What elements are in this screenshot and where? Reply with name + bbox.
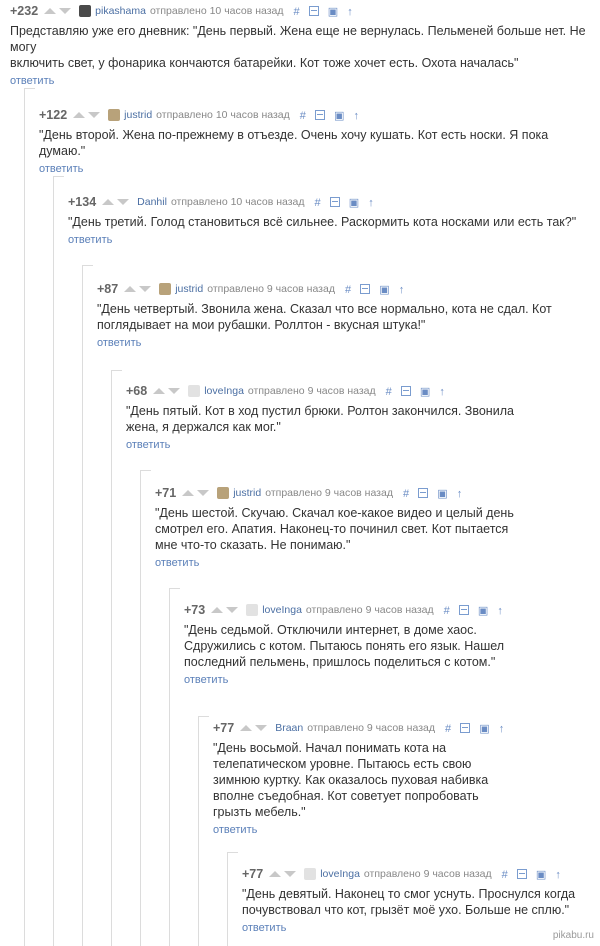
comment-tools (502, 868, 567, 881)
comment-rating: +134 (68, 195, 97, 209)
branch-line (198, 716, 209, 946)
upvote-icon[interactable] (44, 8, 56, 14)
comment-tools (294, 5, 359, 18)
comment-username[interactable]: loveInga (320, 868, 360, 880)
avatar[interactable] (108, 109, 120, 121)
comment-header (184, 601, 595, 619)
comment-username[interactable]: Braan (275, 722, 304, 734)
comment-header (68, 193, 595, 211)
comment (184, 601, 595, 688)
comment-text: "День шестой. Скучаю. Скачал кое-какое видео и целый день смотрел его. Апатия. Наконец-то починил свет. Кот пытается мне что-то сказать. Не понимаю." (155, 506, 514, 552)
parent-arrow-icon[interactable]: ↑ (555, 868, 561, 881)
avatar[interactable] (217, 487, 229, 499)
parent-arrow-icon[interactable]: ↑ (398, 283, 405, 296)
comment-username[interactable]: loveInga (262, 604, 302, 616)
collapse-icon[interactable] (360, 284, 370, 294)
avatar[interactable] (159, 283, 171, 295)
comment-tools (403, 487, 468, 500)
comment-text: "День третий. Голод становиться всё сильнее. Раскормить кота носками или есть так?" (68, 215, 577, 229)
save-icon[interactable]: ▣ (334, 109, 345, 122)
reply-link[interactable]: ответить (155, 557, 200, 569)
comment-tools (386, 385, 451, 398)
collapse-icon[interactable] (459, 605, 469, 615)
permalink-icon[interactable]: # (501, 868, 508, 881)
upvote-icon[interactable] (240, 725, 252, 731)
upvote-icon[interactable] (124, 286, 136, 292)
parent-arrow-icon[interactable]: ↑ (353, 109, 359, 122)
comment-text: Представляю уже его дневник: "День первый. Жена еще не вернулась. Пельменей больше нет. Не могу включить свет, у фонарика кончаются батарейки. Кот тоже хочет есть. Охота началась" (10, 24, 586, 70)
branch-line (169, 588, 180, 946)
comment (68, 193, 595, 248)
comment-rating: +73 (184, 603, 206, 617)
permalink-icon[interactable]: # (299, 109, 306, 122)
comment-timestamp: отправлено 9 часов назад (363, 868, 492, 880)
comment-text: "День второй. Жена по-прежнему в отъезде. Очень хочу кушать. Кот есть носки. Я пока думаю." (39, 128, 549, 158)
collapse-icon[interactable] (330, 197, 340, 207)
comment-timestamp: отправлено 9 часов назад (307, 722, 435, 734)
upvote-icon[interactable] (153, 388, 165, 394)
comment-username[interactable]: pikashama (95, 5, 146, 17)
comment-text: "День седьмой. Отключили интернет, в доме хаос. Сдружились с котом. Пытаюсь понять его язык. Нашел последний пельмень, пришлось поделиться с котом." (184, 623, 505, 669)
comment-header (126, 382, 595, 400)
comment-username[interactable]: justrid (233, 487, 262, 499)
parent-arrow-icon[interactable]: ↑ (498, 722, 505, 735)
reply-link[interactable]: ответить (39, 163, 84, 175)
comment-tools (345, 283, 410, 296)
downvote-icon[interactable] (226, 607, 238, 613)
comment-timestamp: отправлено 10 часов назад (156, 109, 290, 121)
parent-arrow-icon[interactable]: ↑ (497, 604, 503, 617)
branch-line (24, 88, 35, 946)
downvote-icon[interactable] (139, 286, 151, 292)
comment-timestamp: отправлено 9 часов назад (207, 283, 335, 295)
comment (39, 106, 595, 177)
collapse-icon[interactable] (315, 110, 325, 120)
collapse-icon[interactable] (460, 723, 470, 733)
comment-rating: +77 (213, 721, 235, 735)
branch-line (140, 470, 151, 946)
comment-text: "День девятый. Наконец то смог уснуть. Проснулся когда почувствовал что кот, грызёт моё ухо. Больше не сплю." (242, 887, 576, 917)
reply-link[interactable]: ответить (184, 674, 229, 686)
branch-line (53, 176, 64, 946)
save-icon[interactable]: ▣ (419, 385, 431, 398)
collapse-icon[interactable] (517, 869, 527, 879)
upvote-icon[interactable] (211, 607, 223, 613)
branch-line (111, 370, 122, 946)
comment-tools (444, 604, 509, 617)
comment-tools (300, 109, 365, 122)
comment-header (155, 484, 595, 502)
save-icon[interactable]: ▣ (327, 5, 339, 18)
comment-header (39, 106, 595, 124)
comment (242, 865, 595, 936)
comment-tools (315, 196, 380, 209)
save-icon[interactable]: ▣ (379, 283, 390, 296)
parent-arrow-icon[interactable]: ↑ (439, 385, 445, 398)
comment (213, 719, 595, 838)
branch-line (82, 265, 93, 946)
reply-link[interactable]: ответить (242, 922, 287, 934)
comment (10, 2, 595, 89)
permalink-icon[interactable]: # (444, 722, 452, 735)
comment (97, 280, 595, 351)
comment (155, 484, 595, 571)
parent-arrow-icon[interactable]: ↑ (347, 5, 353, 18)
downvote-icon[interactable] (88, 112, 100, 118)
collapse-icon[interactable] (309, 6, 319, 16)
collapse-icon[interactable] (418, 488, 428, 498)
comment-rating: +77 (242, 867, 264, 881)
comment-text: "День четвертый. Звонила жена. Сказал что все нормально, кота не сдал. Кот поглядывает на мои рубашки. Роллтон - вкусная штука!" (97, 302, 552, 332)
reply-link[interactable]: ответить (126, 439, 171, 451)
comment-timestamp: отправлено 10 часов назад (170, 196, 305, 208)
comment-rating: +232 (10, 4, 39, 18)
reply-link[interactable]: ответить (97, 337, 142, 349)
collapse-icon[interactable] (401, 386, 411, 396)
avatar[interactable] (246, 604, 258, 616)
downvote-icon[interactable] (284, 871, 296, 877)
comment-timestamp: отправлено 9 часов назад (265, 487, 393, 499)
comment-header (213, 719, 595, 737)
upvote-icon[interactable] (269, 871, 281, 877)
save-icon[interactable]: ▣ (477, 604, 489, 617)
comment-timestamp: отправлено 10 часов назад (149, 5, 284, 17)
downvote-icon[interactable] (255, 725, 267, 731)
permalink-icon[interactable]: # (443, 604, 450, 617)
comment-header (10, 2, 595, 20)
avatar[interactable] (79, 5, 91, 17)
comment (126, 382, 595, 453)
comment-text: "День восьмой. Начал понимать кота на телепатическом уровне. Пытаюсь есть свою зимнюю куртку. Как оказалось пуховая набивка вполне съедобная. Кот советует попробовать грызть мебель." (213, 741, 489, 819)
downvote-icon[interactable] (168, 388, 180, 394)
comment-username[interactable]: justrid (124, 109, 153, 121)
comment-rating: +87 (97, 282, 119, 296)
upvote-icon[interactable] (73, 112, 85, 118)
save-icon[interactable]: ▣ (437, 487, 448, 500)
comment-username[interactable]: justrid (175, 283, 204, 295)
reply-link[interactable]: ответить (68, 234, 113, 246)
comment-header (97, 280, 595, 298)
avatar[interactable] (304, 868, 316, 880)
upvote-icon[interactable] (102, 199, 114, 205)
downvote-icon[interactable] (117, 199, 129, 205)
comment-username[interactable]: Danhil (137, 196, 167, 208)
watermark: pikabu.ru (552, 930, 594, 941)
permalink-icon[interactable]: # (344, 283, 352, 296)
permalink-icon[interactable]: # (293, 5, 300, 18)
comment-rating: +68 (126, 384, 148, 398)
upvote-icon[interactable] (182, 490, 194, 496)
reply-link[interactable]: ответить (10, 75, 55, 87)
comment-username[interactable]: loveInga (204, 385, 244, 397)
comment-timestamp: отправлено 9 часов назад (247, 385, 376, 397)
comment-tools (445, 722, 510, 735)
avatar[interactable] (188, 385, 200, 397)
parent-arrow-icon[interactable]: ↑ (368, 196, 374, 209)
comment-rating: +122 (39, 108, 68, 122)
save-icon[interactable]: ▣ (535, 868, 547, 881)
comment-text: "День пятый. Кот в ход пустил брюки. Ролтон закончился. Звонила жена, я держался как мог." (126, 404, 514, 434)
branch-line (227, 852, 238, 946)
downvote-icon[interactable] (59, 8, 71, 14)
save-icon[interactable]: ▣ (479, 722, 490, 735)
downvote-icon[interactable] (197, 490, 209, 496)
parent-arrow-icon[interactable]: ↑ (456, 487, 463, 500)
permalink-icon[interactable]: # (314, 196, 321, 209)
permalink-icon[interactable]: # (402, 487, 410, 500)
permalink-icon[interactable]: # (385, 385, 392, 398)
save-icon[interactable]: ▣ (348, 196, 360, 209)
reply-link[interactable]: ответить (213, 824, 258, 836)
comment-header (242, 865, 595, 883)
comment-rating: +71 (155, 486, 177, 500)
comment-timestamp: отправлено 9 часов назад (305, 604, 434, 616)
